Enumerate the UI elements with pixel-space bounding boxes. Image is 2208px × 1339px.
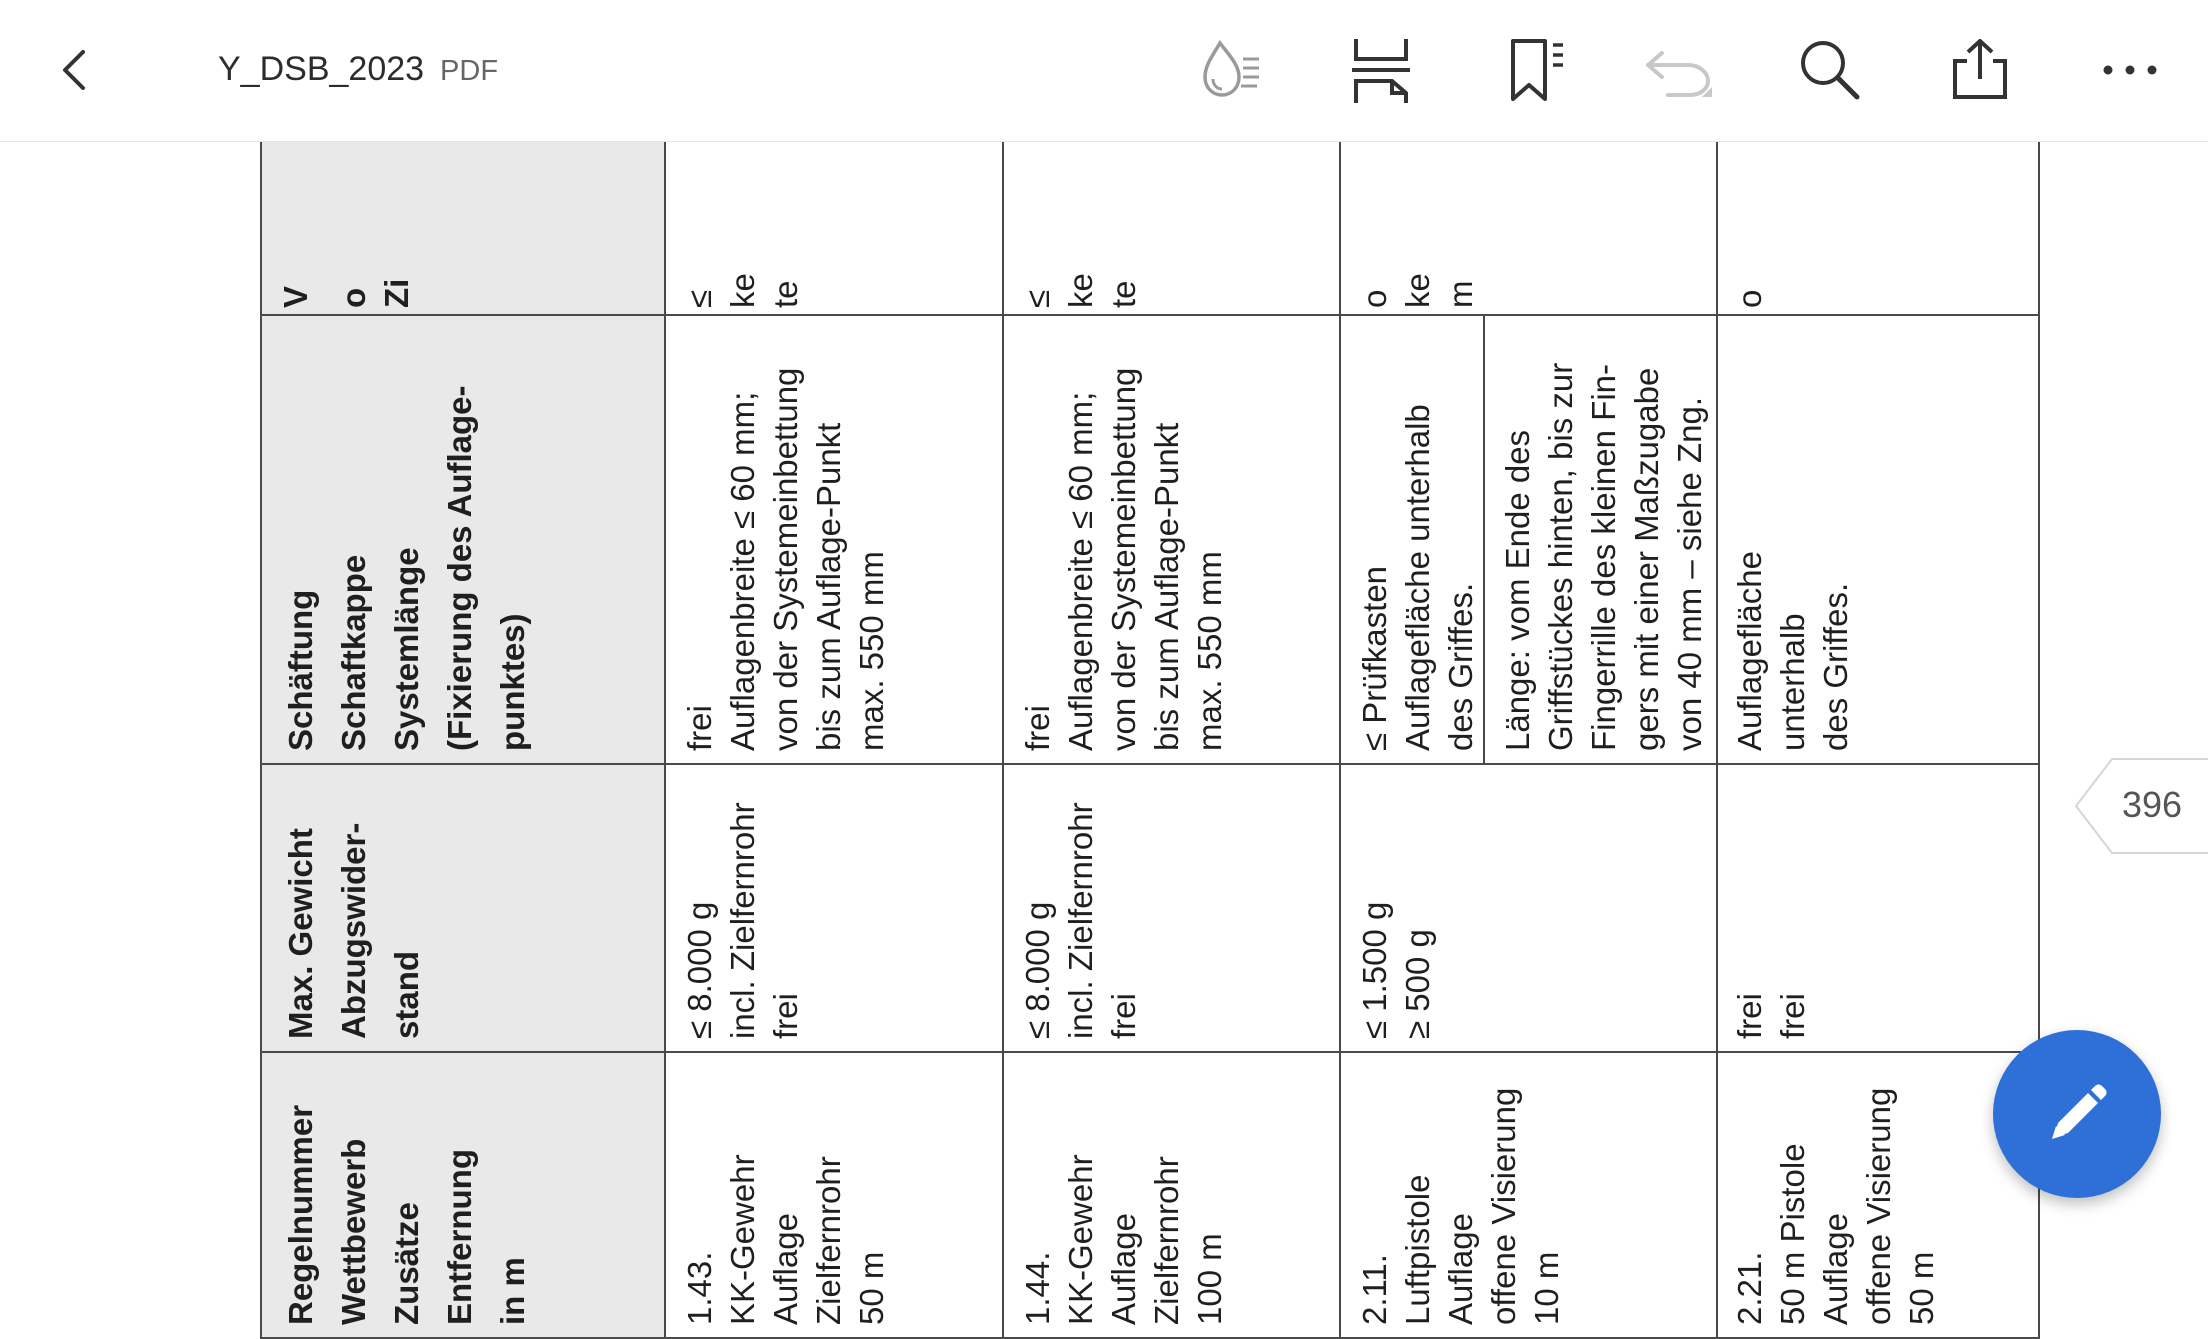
cell-gewicht: ≤ 8.000 g incl. Zielfernrohr frei (681, 802, 804, 1039)
chevron-left-icon (59, 48, 89, 92)
edit-fab-button[interactable] (1993, 1030, 2161, 1198)
ink-drop-button[interactable] (1190, 30, 1270, 110)
cell-schaeftung-b: Länge: vom Ende des Griffstückes hinten, bis zur Fingerrille des kleinen Fin- gers mit einer Maßzugabe von 40 mm – siehe Zng. (1499, 362, 1708, 751)
top-row-cell-fragment: ≤ ke te (681, 273, 804, 308)
document-type: PDF (440, 55, 499, 87)
column-divider (664, 0, 666, 1339)
undo-button[interactable] (1640, 30, 1720, 110)
document-title (218, 50, 498, 89)
sub-column-divider (1483, 314, 1485, 763)
cell-schaeftung: frei Auflagenbreite ≤ 60 mm; von der Systemeinbettung bis zum Auflage-Punkt max. 550 mm (681, 367, 890, 751)
share-button[interactable] (1940, 30, 2020, 110)
column-divider (1716, 0, 1718, 1339)
top-bar (0, 0, 2208, 142)
top-row-header-fragment: o Zi (335, 278, 415, 308)
cell-gewicht: ≤ 1.500 g ≥ 500 g (1356, 901, 1436, 1039)
bookmarks-button[interactable] (1494, 30, 1574, 110)
undo-icon (1640, 35, 1720, 105)
page-number-indicator[interactable] (2072, 758, 2208, 854)
row-divider (260, 763, 2040, 765)
cell-gewicht: ≤ 8.000 g incl. Zielfernrohr frei (1019, 802, 1142, 1039)
ink-drop-icon (1195, 35, 1265, 105)
more-horizontal-icon (2100, 60, 2160, 80)
search-icon (1795, 35, 1865, 105)
reading-mode-icon (1346, 33, 1416, 107)
row-divider (260, 1051, 2040, 1053)
document-name: Y_DSB_2023 (218, 50, 425, 88)
cell-regelnummer: 2.21. 50 m Pistole Auflage offene Visierung 50 m (1731, 1087, 1940, 1325)
top-row-cell-fragment: o (1731, 289, 1768, 308)
reading-mode-button[interactable] (1341, 30, 1421, 110)
header-schaeftung: Schäftung Schaftkappe Systemlänge (Fixierung des Auflage- punktes) (282, 385, 531, 751)
pdf-page-viewport[interactable] (0, 141, 2208, 1325)
column-divider (1339, 0, 1341, 1339)
cell-regelnummer: 1.43. KK-Gewehr Auflage Zielfernrohr 50 m (681, 1154, 890, 1325)
header-regelnummer: Regelnummer Wettbewerb Zusätze Entfernung in m (282, 1104, 531, 1325)
table-left-border (260, 0, 262, 1339)
cell-gewicht: frei frei (1731, 993, 1811, 1039)
rotated-table (260, 0, 2040, 1337)
cell-regelnummer: 2.11. Luftpistole Auflage offene Visierung 10 m (1356, 1087, 1565, 1325)
cell-regelnummer: 1.44. KK-Gewehr Auflage Zielfernrohr 100 m (1019, 1154, 1228, 1325)
search-button[interactable] (1790, 30, 1870, 110)
pencil-icon (2042, 1079, 2112, 1149)
more-button[interactable] (2090, 30, 2170, 110)
share-icon (1945, 35, 2015, 105)
top-row-header-fragment: V (277, 285, 314, 308)
page-number: 396 (2122, 784, 2183, 825)
cell-schaeftung-a: ≤ Prüfkasten Auflagefläche unterhalb des Griffes. (1356, 404, 1479, 751)
bookmark-list-icon (1499, 35, 1569, 105)
header-gewicht: Max. Gewicht Abzugswider- stand (282, 822, 425, 1039)
cell-schaeftung: Auflagefläche unterhalb des Griffes. (1731, 551, 1854, 751)
top-row-cell-fragment: ≤ ke te (1019, 273, 1142, 308)
column-divider (1002, 0, 1004, 1339)
top-row-cell-fragment: o ke m (1356, 273, 1479, 308)
back-button[interactable] (44, 38, 104, 102)
row-divider (260, 314, 2040, 316)
cell-schaeftung: frei Auflagenbreite ≤ 60 mm; von der Systemeinbettung bis zum Auflage-Punkt max. 550 mm (1019, 367, 1228, 751)
